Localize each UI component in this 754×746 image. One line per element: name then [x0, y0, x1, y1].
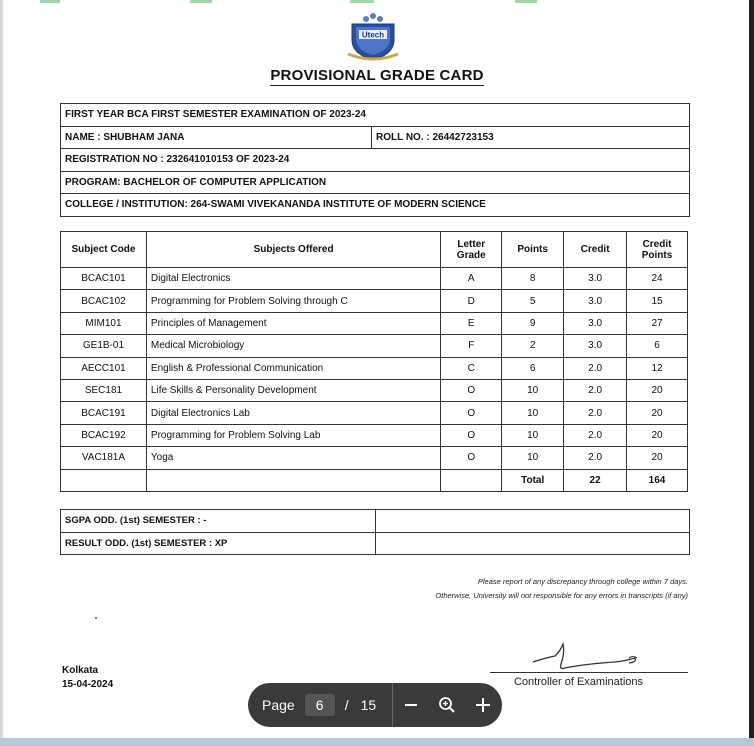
speck [95, 617, 97, 619]
subject-code: BCAC191 [61, 402, 147, 424]
issue-date: 15-04-2024 [62, 679, 114, 690]
total-credit-points: 164 [627, 469, 688, 491]
table-row [61, 335, 688, 357]
points: 2 [502, 335, 564, 357]
credit: 2.0 [564, 447, 627, 469]
student-info-box [60, 103, 690, 217]
page-title: PROVISIONAL GRADE CARD [270, 67, 484, 84]
signature [525, 640, 655, 672]
minus-icon [404, 698, 418, 712]
subject-name: Medical Microbiology [146, 335, 440, 357]
credit-points: 20 [627, 424, 688, 446]
points: 10 [502, 424, 564, 446]
sgpa-row [61, 510, 689, 533]
subject-name: Digital Electronics Lab [146, 402, 440, 424]
result-row [61, 533, 689, 555]
credit: 2.0 [564, 379, 627, 401]
points: 10 [502, 402, 564, 424]
credit: 3.0 [564, 312, 627, 334]
zoom-search-icon [438, 696, 456, 714]
letter-grade: O [441, 379, 502, 401]
credit-points: 12 [627, 357, 688, 379]
points: 5 [502, 290, 564, 312]
right-edge [749, 0, 754, 746]
table-row [61, 357, 688, 379]
subject-name: Principles of Management [146, 312, 440, 334]
points: 9 [502, 312, 564, 334]
college: COLLEGE / INSTITUTION: 264-SWAMI VIVEKANANDA INSTITUTE OF MODERN SCIENCE [65, 199, 486, 211]
table-row [61, 379, 688, 401]
letter-grade: A [441, 268, 502, 290]
grades-table [60, 231, 688, 492]
place-date [62, 664, 113, 692]
college-row [61, 194, 689, 216]
result-box [60, 509, 690, 555]
subject-code: BCAC192 [61, 424, 147, 446]
table-row [61, 268, 688, 290]
letter-grade: D [441, 290, 502, 312]
page-navigator [248, 683, 502, 727]
university-logo [344, 10, 402, 62]
table-row [61, 290, 688, 312]
table-row [61, 312, 688, 334]
credit-points: 15 [627, 290, 688, 312]
col-header-grade: Letter Grade [441, 232, 502, 268]
credit: 2.0 [564, 402, 627, 424]
credit: 3.0 [564, 268, 627, 290]
col-header-credit: Credit [564, 232, 627, 268]
place: Kolkata [62, 665, 99, 676]
total-row [61, 469, 688, 491]
credit: 3.0 [564, 290, 627, 312]
exam-row [61, 104, 689, 127]
points: 6 [502, 357, 564, 379]
table-row [61, 424, 688, 446]
letter-grade: O [441, 424, 502, 446]
table-row [61, 447, 688, 469]
col-header-code: Subject Code [61, 232, 147, 268]
subject-name: Yoga [146, 447, 440, 469]
credit: 2.0 [564, 424, 627, 446]
subject-code: VAC181A [61, 447, 147, 469]
letter-grade: C [441, 357, 502, 379]
zoom-button[interactable] [429, 683, 465, 727]
subject-name: Programming for Problem Solving Lab [146, 424, 440, 446]
zoom-in-button[interactable] [465, 683, 501, 727]
total-credit: 22 [564, 469, 627, 491]
page-separator: / [344, 697, 349, 713]
signatory-title: Controller of Examinations [514, 676, 644, 688]
registration-number: REGISTRATION NO : 232641010153 OF 2023-24 [65, 154, 290, 166]
signature-line [490, 672, 688, 673]
subject-code: SEC181 [61, 379, 147, 401]
points: 10 [502, 447, 564, 469]
sgpa-label: SGPA ODD. (1st) SEMESTER : - [61, 510, 376, 532]
subject-name: Digital Electronics [146, 268, 440, 290]
plus-icon [475, 697, 491, 713]
letter-grade: O [441, 402, 502, 424]
credit-points: 6 [627, 335, 688, 357]
letter-grade: E [441, 312, 502, 334]
bottom-bar [0, 738, 754, 746]
program: PROGRAM: BACHELOR OF COMPUTER APPLICATION [65, 176, 327, 188]
subject-code: BCAC102 [61, 290, 147, 312]
student-name: NAME : SHUBHAM JANA [65, 131, 185, 143]
subject-code: MIM101 [61, 312, 147, 334]
credit-points: 20 [627, 379, 688, 401]
col-header-subject: Subjects Offered [146, 232, 440, 268]
col-header-points: Points [502, 232, 564, 268]
table-header-row [61, 232, 688, 268]
credit-points: 20 [627, 402, 688, 424]
name-roll-row [61, 127, 689, 150]
page-label: Page [262, 697, 295, 713]
subject-name: Programming for Problem Solving through C [146, 290, 440, 312]
registration-row [61, 149, 689, 172]
discrepancy-note: Please report of any discrepancy through college within 7 days. [477, 577, 688, 586]
table-row [61, 402, 688, 424]
zoom-out-button[interactable] [393, 683, 429, 727]
top-strip [0, 0, 754, 6]
svg-text:Utech: Utech [361, 30, 385, 40]
responsibility-note: Otherwise, University will not responsible for any errors in transcripts (if any) [435, 591, 688, 600]
total-label: Total [502, 469, 564, 491]
points: 10 [502, 379, 564, 401]
points: 8 [502, 268, 564, 290]
left-edge [0, 0, 3, 746]
credit-points: 27 [627, 312, 688, 334]
col-header-credit-points: Credit Points [627, 232, 688, 268]
credit: 2.0 [564, 357, 627, 379]
subject-name: Life Skills & Personality Development [146, 379, 440, 401]
letter-grade: O [441, 447, 502, 469]
credit: 3.0 [564, 335, 627, 357]
subject-name: English & Professional Communication [146, 357, 440, 379]
roll-number: ROLL NO. : 26442723153 [376, 131, 494, 143]
subject-code: AECC101 [61, 357, 147, 379]
total-pages: 15 [360, 697, 377, 713]
result-label: RESULT ODD. (1st) SEMESTER : XP [61, 533, 376, 555]
credit-points: 20 [627, 447, 688, 469]
subject-code: GE1B-01 [61, 335, 147, 357]
credit-points: 24 [627, 268, 688, 290]
program-row [61, 172, 689, 195]
letter-grade: F [441, 335, 502, 357]
exam-title: FIRST YEAR BCA FIRST SEMESTER EXAMINATION OF 2023-24 [65, 109, 366, 121]
subject-code: BCAC101 [61, 268, 147, 290]
current-page-input[interactable]: 6 [305, 694, 335, 716]
